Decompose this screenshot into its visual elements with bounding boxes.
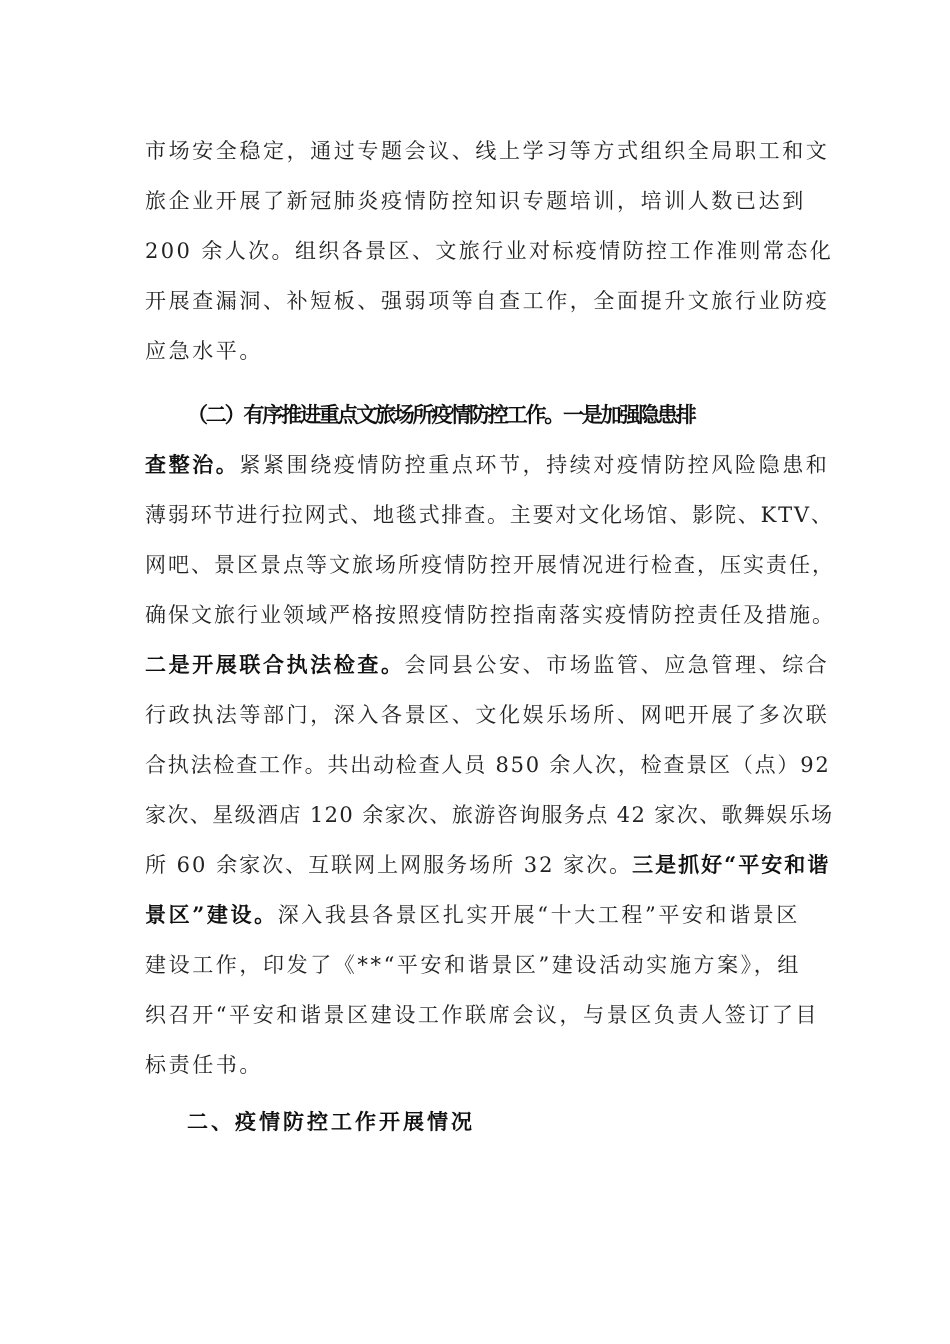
paragraph-1-line-3: 200 余人次。组织各景区、文旅行业对标疫情防控工作准则常态化	[145, 239, 834, 263]
paragraph-2-line-2	[145, 450, 830, 480]
paragraph-2-line-4: 网吧、景区景点等文旅场所疫情防控开展情况进行检查，压实责任，	[145, 553, 835, 577]
line-text: 深入我县各景区扎实开展“十大工程”平安和谐景区	[277, 903, 800, 927]
bold-phrase-joint-enforcement: 二是开展联合执法检查。	[145, 652, 405, 677]
paragraph-2-line-8: 合执法检查工作。共出动检查人员 850 余人次，检查景区（点）92	[145, 753, 831, 777]
paragraph-2-line-5: 确保文旅行业领域严格按照疫情防控指南落实疫情防控责任及措施。	[145, 603, 835, 627]
paragraph-2-line-12: 建设工作，印发了《**“平安和谐景区”建设活动实施方案》，组	[145, 953, 801, 977]
line-text: 紧紧围绕疫情防控重点环节，持续对疫情防控风险隐患和	[239, 453, 830, 477]
bold-phrase-inspection: 查整治。	[145, 452, 240, 477]
line-text: 会同县公安、市场监管、应急管理、综合	[404, 653, 830, 677]
paragraph-2-line-13: 织召开“平安和谐景区建设工作联席会议，与景区负责人签订了目	[145, 1003, 820, 1027]
paragraph-1-line-2: 旅企业开展了新冠肺炎疫情防控知识专题培训，培训人数已达到	[145, 189, 806, 213]
paragraph-2-line-10	[145, 850, 831, 880]
paragraph-1-line-4: 开展查漏洞、补短板、强弱项等自查工作，全面提升文旅行业防疫	[145, 289, 830, 313]
paragraph-1-line-5: 应急水平。	[145, 339, 263, 363]
bold-phrase-scenic-construction: 景区”建设。	[145, 902, 278, 927]
paragraph-1-line-1: 市场安全稳定，通过专题会议、线上学习等方式组织全局职工和文	[145, 139, 830, 163]
paragraph-2-line-14: 标责任书。	[145, 1053, 263, 1077]
paragraph-2-line-1: （二）有序推进重点文旅场所疫情防控工作。一是加强隐患排	[187, 402, 695, 427]
line-text: 所 60 余家次、互联网上网服务场所 32 家次。	[145, 853, 633, 877]
paragraph-2-line-6	[145, 650, 830, 680]
paragraph-2-line-11	[145, 900, 825, 930]
paragraph-2-line-7: 行政执法等部门，深入各景区、文化娱乐场所、网吧开展了多次联	[145, 703, 830, 727]
section-heading: 二、疫情防控工作开展情况	[187, 1109, 475, 1134]
paragraph-2-line-3: 薄弱环节进行拉网式、地毯式排查。主要对文化场馆、影院、KTV、	[145, 503, 834, 527]
bold-phrase-safe-harmony: 三是抓好“平安和谐	[632, 852, 831, 877]
paragraph-2-line-9: 家次、星级酒店 120 余家次、旅游咨询服务点 42 家次、歌舞娱乐场	[145, 803, 834, 827]
